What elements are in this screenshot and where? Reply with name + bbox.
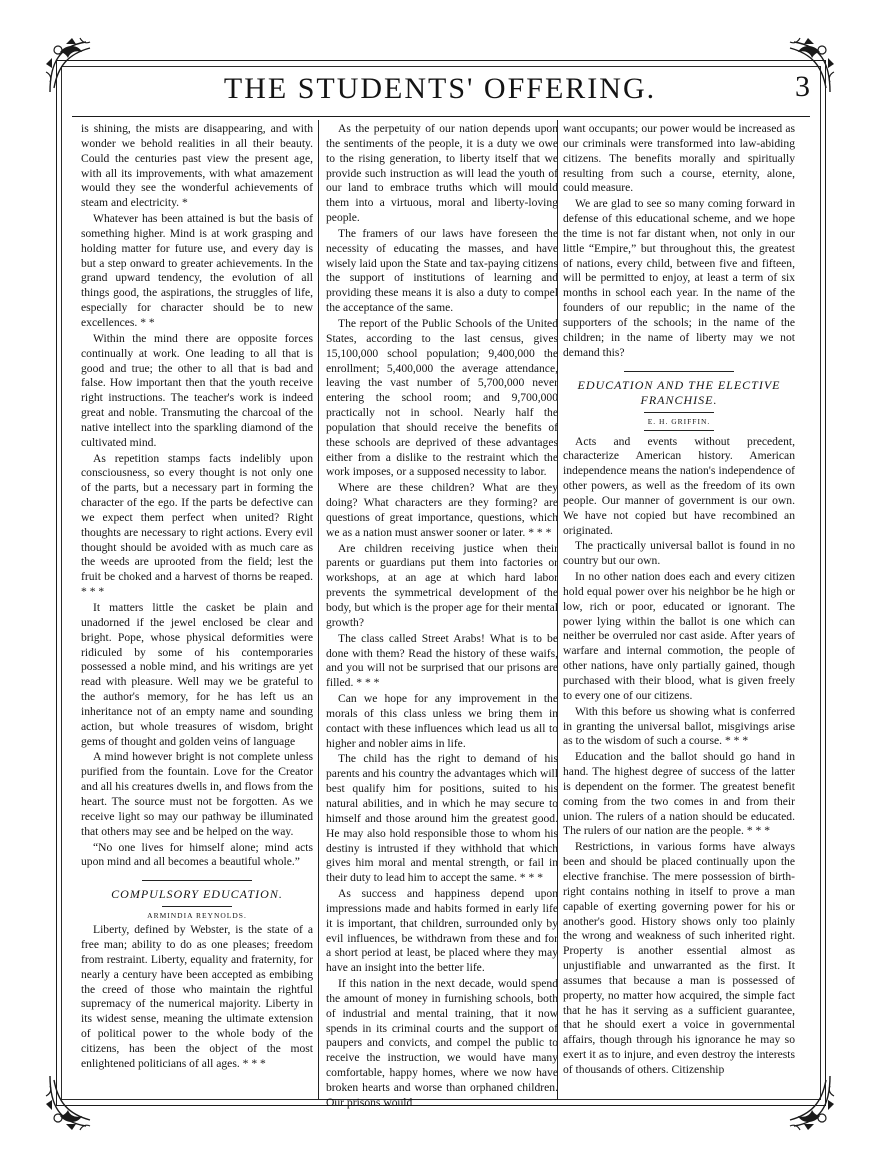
column-2 (326, 122, 558, 1109)
paragraph: The class called Street Arabs! What is to be done with them? Read the history of these waifs, and you will not be surprised that our prisons are filled. * * * (326, 631, 558, 690)
title-rule (162, 906, 232, 907)
paragraph: Education and the ballot should go hand in hand. The highest degree of success of the latter is dependent on the former. The greatest benefit coming from the two comes in and from their union. The rulers of a nation should be educated. The rulers of our nation are the people. * * * (563, 750, 795, 838)
paragraph: Are children receiving justice when their parents or guardians put them into factories or workshops, at an age at which hard labor prevents the symmetrical development of the body, but which is the proper age for their mental growth? (326, 541, 558, 629)
paragraph: With this before us showing what is conferred in granting the universal ballot, misgivings arise as to the wisdom of such a course. * * * (563, 704, 795, 748)
paragraph: “No one lives for himself alone; mind acts upon mind and all becomes a beautiful whole.” (81, 840, 313, 869)
byline: ARMINDIA REYNOLDS. (147, 911, 247, 921)
section-title: COMPULSORY EDUCATION. (111, 887, 283, 902)
paragraph: The practically universal ballot is found in no country but our own. (563, 539, 795, 568)
column-1 (81, 122, 313, 1102)
column-3 (563, 122, 795, 1102)
paragraph: A mind however bright is not complete unless purified from the fountain. Love for the Creator and all his creatures dwells in, and flows from the heart. The source must not be forgotten. As we receive light so may our pathway be illuminated that others may see and be helped on the way. (81, 750, 313, 838)
paragraph: Whatever has been attained is but the basis of something higher. Mind is at work grasping and holding matter for future use, and every day is but a step onward to greater achievements. In the grand upward tendency, the evolution of all things good, the aspirations, the struggles of life, especially for character should be to new excellences. * * (81, 212, 313, 329)
paragraph: is shining, the mists are disappearing, and with wonder we behold realities in all their beauty. Could the centuries past view the present age, with all its improvements, with what amazement would they see the wonderful achievements of steam and electricity. * (81, 122, 313, 210)
paragraph: As repetition stamps facts indelibly upon consciousness, so every thought is not only one of the parts, but a necessary part in forming the character of the ego. If the parts be defective can we expect them perfect when united? Right thoughts are necessary to right actions. Every evil thought should be avoided with as much care as the weeds are uprooted from the field; lest the fruit be choked and a harvest of thorns be reaped. * * * (81, 451, 313, 599)
page-title: THE STUDENTS' OFFERING. (223, 72, 657, 105)
paragraph: want occupants; our power would be increased as our criminals were transformed into law-abiding citizens. The benefits morally and spiritually resulting from such a course, eternity, alone, could measure. (563, 122, 795, 195)
paragraph: Can we hope for any improvement in the morals of this class unless we bring them in contact with these influences which lead us all to higher and nobler aims in life. (326, 692, 558, 750)
section-title: EDUCATION AND THE ELECTIVE FRANCHISE. (577, 377, 781, 407)
paragraph: It matters little the casket be plain and unadorned if the jewel enclosed be clear and bright. Pope, whose physical deformities were ridiculed by some of his contemporaries possessed a noble mind, and his writings are yet read with pleasure. Well may we be grateful to the author's memory, for he has left us an inheritance not of an empty name and sounding action, but whole treasures of wisdom, bright gems of thought and golden veins of language (81, 601, 313, 748)
masthead (70, 66, 810, 116)
paragraph: Acts and events without precedent, characterize American history. American independence means the nation's independence of other powers, as well as the freedom of its own people. Our manner of government is our own. We have not copied but have recombined an originated. (563, 434, 795, 537)
paragraph: Liberty, defined by Webster, is the state of a free man; ability to do as one pleases; freedom from restraint. Liberty, equality and fraternity, for nearly a century have been accepted as embibing the creed of those who maintain the rightful supremacy of the numerical majority. Liberty in its widest sense, meaning the ultimate extension of political power to the whole body of the citizens, has been the object of the most enlightened politicians of all ages. * * * (81, 923, 313, 1070)
byline: E. H. GRIFFIN. (647, 416, 711, 426)
paragraph: In no other nation does each and every citizen hold equal power over his neighbor be he high or low, rich or poor, educated or ignorant. The power lying within the ballot is one which can neither be overruled nor cast aside. After years of warfare and internal commotion, the people of other nations, have only partially gained, though purchased with their blood, what is given freely to every one of our citizens. (563, 570, 795, 702)
section-divider (142, 880, 252, 881)
byline-rule (644, 430, 714, 431)
paragraph: As success and happiness depend upon impressions made and habits formed in early life it is important, that children, surrounded only by evil influences, be withdrawn from these and for a short period at least, be placed where they may have an insight into the better life. (326, 887, 558, 975)
paragraph: Within the mind there are opposite forces continually at work. One leading to all that is good and true; the other to all that is bad and false. How important then that the youth receive right instructions. The teacher's work is indeed great and noble. Transmuting the charcoal of the native intellect into the sparkling diamond of the cultivated mind. (81, 331, 313, 449)
paragraph: Restrictions, in various forms have always been and should be placed continually upon the elective franchise. The mere possession of birth-right contains nothing in itself to prove a man capable of exerting governing power for his or another's good. History shows only too plainly the wrong and weakness of such inherited right. Property is another essential almost as unjustifiable and unwarranted as the first. It assumes that because a man is possessed of property, no matter how acquired, the simple fact that he has it serving as a sufficient guarantee, that he should exert a voice in governmental affairs, though through his ignorance he may so exert it as to injure, and even destroy the interests of thousands of others. Citizenship (563, 840, 795, 1076)
section-divider (624, 371, 734, 372)
column-divider (318, 120, 319, 1100)
paragraph: The framers of our laws have foreseen the necessity of educating the masses, and have wisely laid upon the State and tax-paying citizens the support of institutions of learning and providing these means it is also a duty to compel the acceptance of the same. (326, 226, 558, 315)
paragraph: Where are these children? What are they doing? What characters are they forming? are questions of great importance, questions, which we as a nation must answer sooner or later. * * * (326, 481, 558, 539)
paragraph: If this nation in the next decade, would spend the amount of money in furnishing schools, both of industrial and mental training, that it now spends in its criminal courts and the support of paupers and convicts, and compel the public to receive the instruction, we would have many comfortable, happy homes, where we now have broken hearts and worse than orphaned children. Our prisons would (326, 977, 558, 1109)
paragraph: The report of the Public Schools of the United States, according to the last census, gives 15,100,000 school population; 9,400,000 the enrollment; 5,400,000 the average attendance, leaving the vast number of 5,700,000 never entering the school room; and 9,700,000 practically not in school. Nearly half the population that should receive the benefits of these schools are deprived of these advantages either from a dislike to the restraint which the work imposes, or a supposed necessity to labor. (326, 316, 558, 479)
paragraph: As the perpetuity of our nation depends upon the sentiments of the people, it is a duty we owe to the rising generation, to liberty itself that we provide such instruction as will lead the youth of our land to embrace truths which will mould them into a virtuous, moral and liberty-loving people. (326, 122, 558, 225)
masthead-rule (72, 116, 810, 117)
paragraph: We are glad to see so many coming forward in defense of this educational scheme, and we hope the time is not far distant when, not only in our little “Empire,” but throughout this, the greatest of nations, every child, between five and fifteen, will be permitted to enjoy, at least a term of six months in school each year. In the name of the founders of our republic; in the name of the supporters of the schools; in the name of the children; in the name of liberty may we not demand this? (563, 197, 795, 359)
page-number: 3 (795, 70, 810, 103)
paragraph: The child has the right to demand of his parents and his country the advantages which will best qualify him for positions, suited to his natural abilities, and in which he may secure to himself and those around him the greatest good. He may also hold responsible those to whom his destiny is intrusted if they withhold that which gives him moral and mental strength, or fail in their duty to lead him to accept the same. * * * (326, 752, 558, 885)
title-rule (644, 412, 714, 413)
